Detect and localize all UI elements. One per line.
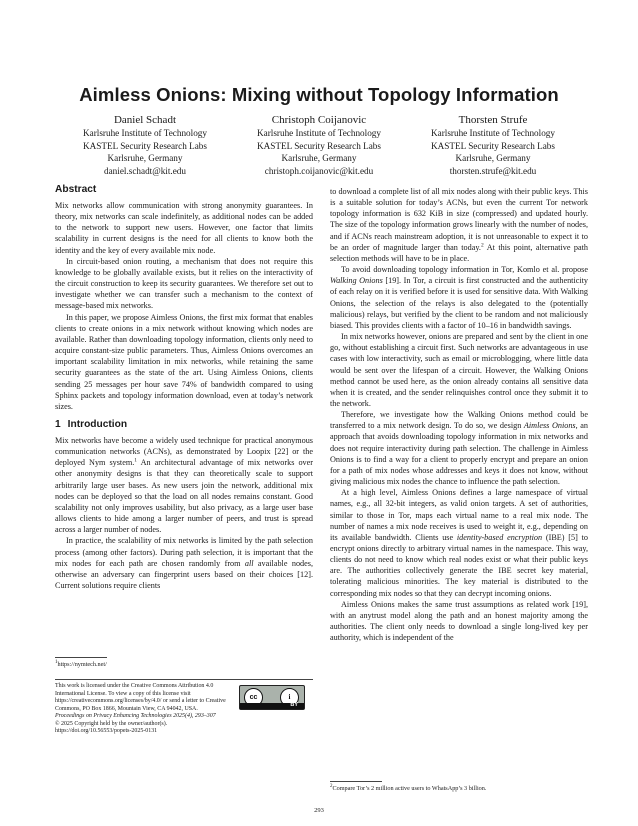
by-label: BY	[290, 702, 298, 708]
abstract-paragraph: In circuit-based onion routing, a mechanism that does not require this knowledge to be globally available exists, but it relies on the interactivity of the circuit construction to keep its security guarantees. We therefore set out to investigate whether we can transfer such a mechanism to the context of message-based mix networks.	[55, 256, 313, 311]
footnote-link[interactable]: https://nymtech.net/	[57, 661, 107, 668]
author-location: Karlsruhe, Germany	[107, 153, 183, 164]
body-paragraph: to download a complete list of all mix nodes along with their public keys. This is a suitable solution for today’s ACNs, but even the current Tor network topology information is 632 KiB in size (compressed) and updated hourly. The size of the topology information grows linearly with the number of nodes, and if ACNs reach mainstream adoption, it is not unreasonable to expect it to be an order of magnitude larger than today.$^2$ At this point, alternative path selection methods will have to be in place.	[330, 187, 588, 263]
author-name: Daniel Schadt	[113, 114, 176, 126]
right-column	[330, 186, 588, 643]
abstract-paragraph: Mix networks allow communication with strong anonymity guarantees. In theory, mix networks can scale indefinitely, as additional nodes can be added to the network to support new users. However, one factor that limits scalability in current designs is the need for all clients to know both the identity and the key of every available mix node.	[55, 201, 313, 255]
body-paragraph: At a high level, Aimless Onions defines a large namespace of virtual names, e.g., all 32-bit integers, as valid onion targets. A set of authorities, similar to those in Tor, maps each virtual name to a real mix node. The number of names a mix node receives is used to weight it, e.g., depending on its available bandwidth. Clients use identity-based encryption (IBE) [5] to encrypt onions directly to arbitrary virtual names in the namespace. This way, clients do not need to know which real nodes exist or what their public keys are. The authorities collectively generate the IBE secret key material, tolerating malicious minorities. The key material is distributed to the corresponding mix nodes so that they can decrypt incoming onions.	[330, 488, 588, 598]
cc-icon: cc	[244, 688, 263, 707]
footnote-ref[interactable]: 2	[480, 242, 484, 249]
author-block	[60, 113, 578, 177]
attribution-person-icon: i	[280, 688, 299, 707]
left-column	[55, 184, 313, 591]
author-lab: KASTEL Security Research Labs	[431, 140, 555, 151]
author-1	[60, 113, 230, 177]
section-title: Introduction	[67, 418, 128, 430]
author-email[interactable]: christoph.coijanovic@kit.edu	[264, 165, 374, 176]
author-affiliation: Karlsruhe Institute of Technology	[257, 128, 381, 138]
footnote-ref[interactable]: 1	[134, 457, 137, 464]
footnote-2: $^2$Compare Tor’s 2 million active users to WhatsApp’s 3 billion.	[330, 781, 486, 793]
author-email[interactable]: daniel.schadt@kit.edu	[104, 165, 186, 176]
author-affiliation: Karlsruhe Institute of Technology	[431, 128, 555, 138]
author-name: Christoph Coijanovic	[271, 114, 367, 126]
copyright-line: © 2025 Copyright held by the owner/author(s).	[55, 720, 168, 727]
author-3	[408, 113, 578, 177]
cc-by-license-icon[interactable]	[239, 685, 305, 710]
author-email[interactable]: thorsten.strufe@kit.edu	[449, 165, 537, 176]
license-text: This work is licensed under the Creative Commons Attribution 4.0 International License. To view a copy of this license visit https://creativecommons.org/licenses/by/4.0/ or send a letter to Creative Commons, PO Box 1866, Mountain View, CA 94042, USA.	[55, 683, 226, 712]
body-paragraph: In practice, the scalability of mix networks is limited by the path selection process (among other factors). During path selection, it is important that the mix nodes for each path are chosen randomly from all available nodes, otherwise an adversary can fingerprint users based on their choices [12]. Current solutions require clients	[55, 536, 313, 590]
author-location: Karlsruhe, Germany	[281, 153, 357, 164]
proceedings-line: Proceedings on Privacy Enhancing Technologies 2025(4), 293–307	[55, 713, 216, 719]
body-paragraph: Aimless Onions makes the same trust assumptions as related work [19], with an anytrust model along the path and an honest majority among the authorities. The client only needs to download a single long-lived key per authority, which is independent of the	[330, 599, 588, 643]
footnote-divider	[330, 781, 382, 782]
body-paragraph: Therefore, we investigate how the Walking Onions method could be transferred to a mix network design. To do so, we design Aimless Onions, an approach that avoids downloading topology information in mix networks and does not require interactivity during path selection. The challenge in Aimless Onions is to find a way for a client to properly encrypt and prepare an onion for a path of mix nodes whose addresses and keys it does not know, without giving malicious mix nodes the chance to influence the path selection.	[330, 410, 589, 487]
author-affiliation: Karlsruhe Institute of Technology	[83, 128, 207, 138]
license-block	[55, 679, 313, 736]
section-heading-introduction	[55, 419, 313, 431]
footnote-divider	[55, 657, 107, 658]
body-paragraph: In mix networks however, onions are prepared and sent by the client in one go, without establishing a circuit first. Such networks are advantageous in use cases with low interactivity, such as email or microblogging, where little data would be sent over the lifespan of a circuit. However, the Walking Onions method cannot be used here, as the onion already contains all sensitive data when it is created, and the sender relinquishes control once they submit it to the network.	[330, 332, 588, 408]
author-name: Thorsten Strufe	[458, 114, 528, 126]
author-2	[234, 113, 404, 177]
author-lab: KASTEL Security Research Labs	[257, 140, 381, 151]
footnote-text: Compare Tor’s 2 million active users to WhatsApp’s 3 billion.	[332, 785, 487, 792]
body-paragraph: Mix networks have become a widely used technique for practical anonymous communication networks (ACNs), as demonstrated by Loopix [22] or the deployed Nym system.$^1$ An architectural advantage of mix networks over other anonymity designs is that they can theoretically scale to support arbitrarily large user bases. As new users join the network, additional mix nodes can be deployed so that the load on all nodes remains constant. Good scalability not only improves usability, but also privacy, as a large user base allows clients to hide among a larger number of peers, and trust is spread across a larger number of nodes.	[55, 435, 313, 535]
doi-link[interactable]: https://doi.org/10.56553/popets-2025-0131	[55, 728, 158, 734]
abstract-paragraph: In this paper, we propose Aimless Onions, the first mix format that enables clients to create onions in a mix network without knowing which nodes are available. Rather than downloading topology information, clients only need to acquire constant-size public parameters. Thus, Aimless Onions overcomes an important scalability limitation in mix networks, while retaining the same security guarantees as the state of the art. Using Aimless Onions, clients sending 25 messages per hour save 74% of bandwidth compared to using Sphinx packets and topology information download, even at today’s network sizes.	[55, 312, 313, 411]
abstract-heading: Abstract	[55, 184, 97, 195]
page-number: 293	[314, 807, 324, 814]
footnote-1: $^1$https://nymtech.net/	[55, 657, 107, 669]
section-number: 1	[55, 418, 61, 430]
body-paragraph: To avoid downloading topology information in Tor, Komlo et al. propose Walking Onions [19]. In Tor, a circuit is first constructed and the authenticity of each relay on it is verified before it is used for sensitive data. With Walking Onions, the selection of the relays is also delegated to the (potentially malicious) relays, but verified by the client to be random and not maliciously biased. This provides clients with a factor of 10–16 in bandwidth savings.	[330, 265, 588, 330]
paper-title: Aimless Onions: Mixing without Topology Information	[79, 84, 559, 105]
author-location: Karlsruhe, Germany	[455, 153, 531, 164]
author-lab: KASTEL Security Research Labs	[83, 140, 207, 151]
